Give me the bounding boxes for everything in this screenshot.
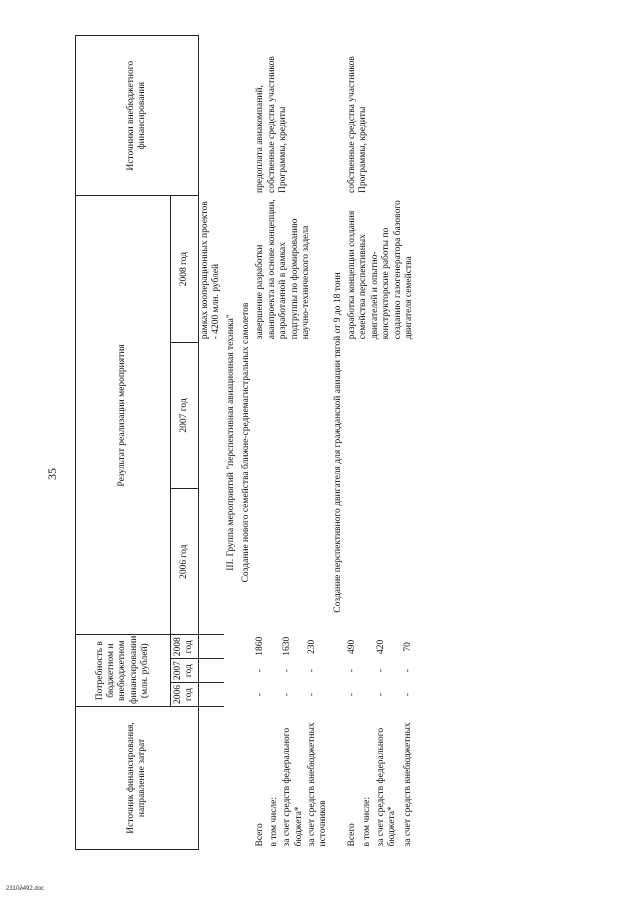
- value-2006: -: [347, 692, 358, 697]
- row-label: за счет средств внебюджетных: [402, 722, 413, 847]
- header-sources: Источники внебюджетного финансирования: [76, 36, 199, 196]
- header-year-2008: 2008 год: [171, 635, 199, 659]
- page-number: 35: [45, 468, 59, 480]
- document-code: 2310й492.doc: [6, 886, 45, 892]
- value-2007: -: [306, 669, 317, 673]
- header-source: Источник финансирования, направление затрат: [76, 706, 199, 849]
- value-2006: -: [376, 692, 387, 697]
- row-label: за счет средств федерального бюджета*: [376, 727, 398, 847]
- carry-result-2008: рамках кооперационных проектов - 4200 млн. рублей: [199, 201, 222, 340]
- section-title: III. Группа мероприятий "перспективная авиационная техника": [225, 314, 236, 571]
- value-2007: -: [347, 669, 358, 673]
- row-label: Всего: [255, 823, 266, 847]
- row-label: за счет средств федерального бюджета*: [282, 727, 304, 847]
- block2-title: Создание перспективного двигателя для гражданской авиации тягой от 9 до 18 тонн: [332, 272, 343, 613]
- value-2008: 420: [376, 639, 387, 654]
- value-2008: 1860: [255, 636, 266, 656]
- row-label: в том числе:: [361, 796, 372, 847]
- result-2008: разработка концепции создания семейства перспективных двигателей и опытно-конструкторские работы по созданию газогенератора базового двигателя семейства: [347, 200, 415, 340]
- value-2007: -: [255, 669, 266, 673]
- value-2008: 1630: [282, 636, 293, 656]
- sources-cell: предоплата авиакомпаний, собственные средства участников Программы, кредиты: [255, 56, 289, 193]
- rotated-table-area: [45, 35, 590, 850]
- table-row: [254, 36, 267, 850]
- header-year-2006: 2006 год: [171, 683, 199, 707]
- value-2007: -: [402, 669, 413, 673]
- value-2006: -: [306, 692, 317, 697]
- table-row: [346, 36, 361, 850]
- header-result-2007: 2007 год: [171, 342, 199, 488]
- value-2008: 490: [347, 639, 358, 654]
- sources-cell: собственные средства участников Программы, кредиты: [347, 56, 369, 193]
- financing-table: [75, 35, 416, 850]
- block1-title: Создание нового семейства ближне-среднемагистральных самолетов: [240, 302, 251, 583]
- value-2006: -: [282, 692, 293, 697]
- header-year-2007: 2007 год: [171, 659, 199, 683]
- header-result-2006: 2006 год: [171, 489, 199, 635]
- value-2007: -: [376, 669, 387, 673]
- header-need: Потребность в бюджетном и внебюджетном финансировании (млн. рублей): [76, 635, 171, 707]
- value-2006: -: [402, 692, 413, 697]
- row-label: за счет средств внебюджетных источников: [306, 722, 329, 847]
- value-2008: 230: [306, 639, 317, 654]
- header-result: Результат реализации мероприятия: [76, 196, 171, 635]
- value-2007: -: [282, 669, 293, 673]
- result-2008: завершение разработки аванпроекта на основе концепции, разработанной в рамках подгруппы по формированию научно-технического задела: [255, 199, 311, 340]
- row-label: Всего: [347, 823, 358, 847]
- value-2008: 70: [402, 642, 413, 652]
- value-2006: -: [255, 692, 266, 697]
- row-label: в том числе:: [268, 796, 279, 847]
- header-result-2008: 2008 год: [171, 196, 199, 342]
